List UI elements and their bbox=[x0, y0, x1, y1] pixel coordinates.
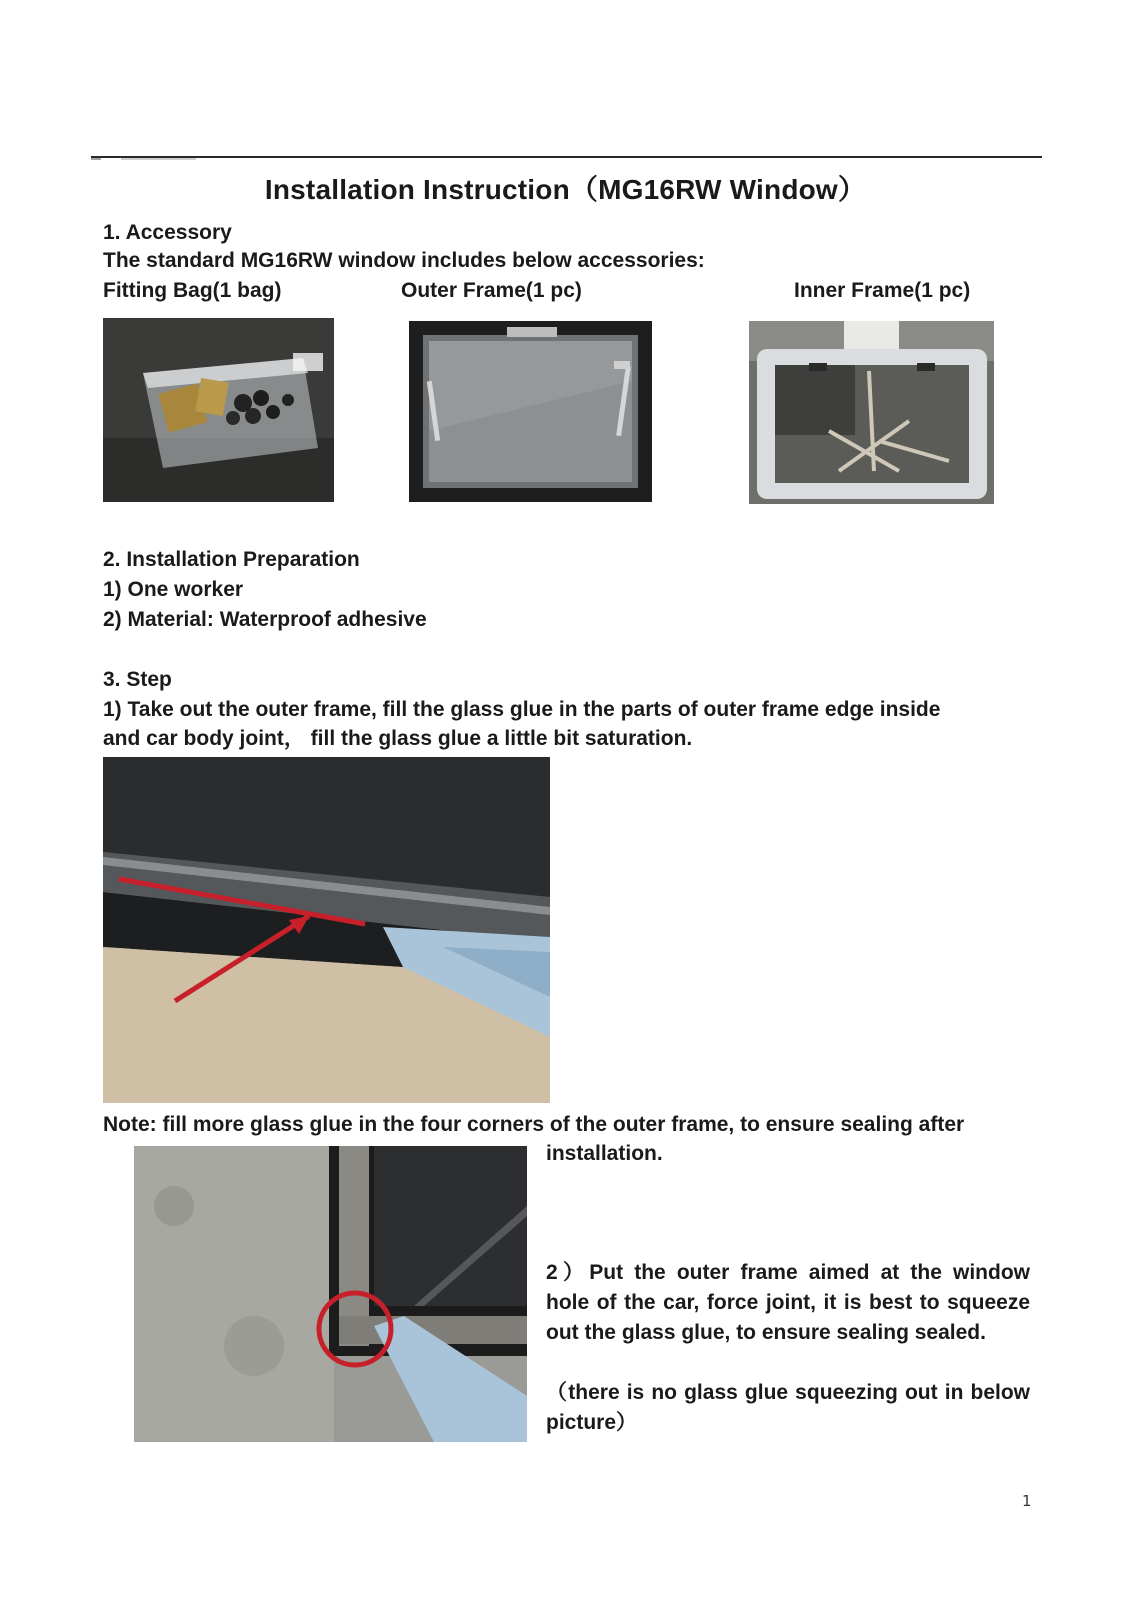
preparation-item: 2) Material: Waterproof adhesive bbox=[103, 608, 427, 631]
accessory-intro: The standard MG16RW window includes below accessories: bbox=[103, 249, 705, 272]
header-rule bbox=[91, 156, 1042, 158]
accessory-label-fitting-bag: Fitting Bag(1 bag) bbox=[103, 279, 282, 302]
note-text-line1: Note: fill more glass glue in the four corners of the outer frame, to ensure sealing after bbox=[103, 1113, 965, 1136]
accessory-label-outer-frame: Outer Frame(1 pc) bbox=[401, 279, 582, 302]
photo-corner-detail bbox=[134, 1146, 527, 1442]
step2-text: 2）Put the outer frame aimed at the window hole of the car, force joint, it is best to squeeze out the glass glue, to ensure sealing sealed. bbox=[546, 1261, 1030, 1344]
photo-glue-application bbox=[103, 757, 550, 1103]
page-title: Installation Instruction（MG16RW Window） bbox=[264, 174, 867, 205]
step1-text-line2: and car body joint， fill the glass glue a little bit saturation. bbox=[103, 727, 693, 750]
page-number: 1 bbox=[1022, 1492, 1032, 1510]
step2-note: （there is no glass glue squeezing out in below picture） bbox=[546, 1381, 1030, 1434]
photo-inner-frame bbox=[749, 321, 994, 504]
preparation-item: 1) One worker bbox=[103, 578, 244, 601]
section-heading-step: 3. Step bbox=[103, 668, 172, 691]
section-heading-accessory: 1. Accessory bbox=[103, 221, 232, 244]
note-text-line2: installation. bbox=[546, 1142, 663, 1165]
section-heading-preparation: 2. Installation Preparation bbox=[103, 548, 360, 571]
accessory-label-inner-frame: Inner Frame(1 pc) bbox=[794, 279, 971, 302]
step1-text-line1: 1) Take out the outer frame, fill the glass glue in the parts of outer frame edge inside bbox=[103, 698, 941, 721]
photo-outer-frame bbox=[409, 321, 652, 502]
photo-fitting-bag bbox=[103, 318, 334, 502]
